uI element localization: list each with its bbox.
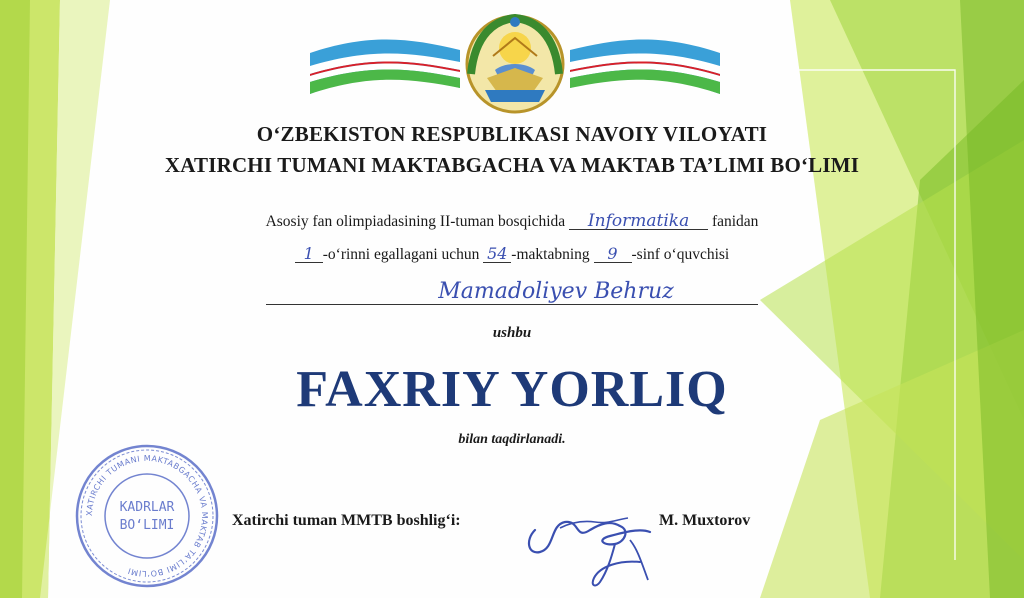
grade-suffix: -sinf o‘quvchisi [631, 246, 730, 263]
school-field: 54 [483, 246, 511, 263]
state-emblem-icon [300, 8, 730, 120]
signature-mark [520, 500, 665, 590]
school-suffix: -maktabning [511, 246, 590, 263]
awarded-text: bilan taqdirlanadi. [458, 432, 566, 447]
stamp-center-line-1: KADRLAR [119, 500, 175, 515]
certificate-title: FAXRIY YORLIQ [296, 361, 728, 418]
body-line-2 [0, 246, 1024, 264]
student-name-field: Mamadoliyev Behruz [266, 280, 758, 305]
grade-field: 9 [594, 246, 632, 263]
subject-field: Informatika [569, 213, 708, 230]
header-line-1: O‘ZBEKISTON RESPUBLIKASI NAVOIY VILOYATI [256, 122, 768, 146]
stamp-ring-text: XATIRCHI TUMANI MAKTABGACHA VA MAKTAB TA’LIMI BO‘LIMI [84, 453, 210, 579]
body-line-1 [0, 213, 1024, 231]
ushbu-text: ushbu [492, 325, 532, 341]
place-suffix: -o‘rinni egallagani uchun [322, 246, 480, 263]
stamp-center-line-2: BO‘LIMI [119, 518, 175, 533]
student-name-line [0, 280, 1024, 305]
round-stamp-icon [72, 441, 222, 591]
header-line-2: XATIRCHI TUMANI MAKTABGACHA VA MAKTAB TA’LIMI BO‘LIMI [164, 153, 860, 177]
svg-text:XATIRCHI TUMANI MAKTABGACHA VA [85, 454, 209, 578]
subject-suffix: fanidan [711, 213, 759, 230]
signatory-name: M. Muxtorov [659, 512, 751, 529]
olympiad-text: Asosiy fan olimpiadasining II-tuman bosqichida [265, 213, 566, 230]
place-field: 1 [295, 246, 323, 263]
signatory-position: Xatirchi tuman MMTB boshlig‘i: [232, 512, 461, 529]
